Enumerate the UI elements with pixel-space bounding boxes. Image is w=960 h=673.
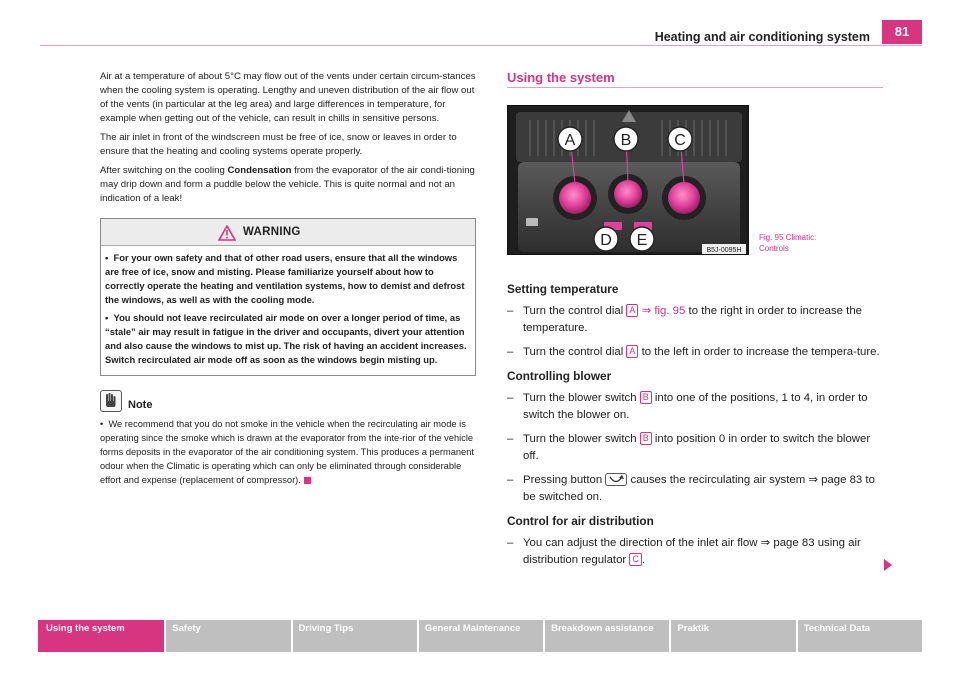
figure-caption-line-2: Controls <box>759 244 789 253</box>
page-header <box>40 20 922 46</box>
step-text: to the left in order to increase the tempera-ture. <box>638 346 880 358</box>
recirculation-icon <box>605 473 627 486</box>
section-title: Using the system <box>507 70 883 88</box>
step-blower-1 <box>507 390 883 424</box>
footer-nav <box>38 620 922 652</box>
note-body <box>100 417 476 487</box>
climatic-panel-illustration <box>508 106 749 255</box>
warning-triangle-icon <box>218 225 236 241</box>
note-hand-icon <box>100 390 122 412</box>
figure-label-e: E <box>636 232 648 249</box>
warning-body <box>101 246 475 375</box>
p3-bold-term: Condensation <box>227 165 292 176</box>
step-temp-1 <box>507 303 883 337</box>
step-text: You can adjust the direction of the inlet air flow ⇒ page 83 using air distribution regulator <box>523 537 861 566</box>
step-text: to the right in order to increase the temperature. <box>523 305 863 334</box>
step-text: Turn the control dial <box>523 305 627 317</box>
dash: – <box>507 305 514 317</box>
dash: – <box>507 537 514 549</box>
paragraph-1: Air at a temperature of about 5°C may flow out of the vents under certain circum-stances when the cooling system is operating. Lengthy and uneven distribution of the air flow out of the vents (in particular at the leg area) and large differences in temperature, for example when getting out of the vehicle, can result in chills in sensitive persons. <box>100 71 476 124</box>
dash: – <box>507 474 514 486</box>
tab-general-maintenance[interactable]: General Maintenance <box>419 620 543 652</box>
figure-label-a: A <box>564 132 576 149</box>
next-page-arrow-icon[interactable] <box>884 559 892 571</box>
note-hand-glyph-icon <box>101 391 120 410</box>
figure-caption-line-1: Fig. 95 Climatic: <box>759 233 817 242</box>
warning-item-1 <box>105 251 471 307</box>
tab-breakdown-assistance[interactable]: Breakdown assistance <box>545 620 669 652</box>
climatic-controls-figure <box>507 105 749 255</box>
figure-label-c: C <box>674 132 686 149</box>
warning-item-1-text: For your own safety and that of other road users, ensure that all the windows are free of ice, snow and misting. Please familiarize yourself about how to correctly operate the heating and ventilation systems, how to demist and defrost the windows, as well as with the cooling mode. <box>105 252 465 305</box>
key-b: B <box>640 432 652 445</box>
key-a: A <box>626 304 638 317</box>
right-column <box>507 70 883 566</box>
step-text: Pressing button <box>523 474 606 486</box>
note-box <box>100 390 476 487</box>
warning-label: WARNING <box>243 226 301 238</box>
warning-box <box>100 218 476 376</box>
end-of-section-marker <box>304 477 311 484</box>
tab-praktik[interactable]: Praktik <box>671 620 795 652</box>
figure-code: B5J-0095H <box>706 247 742 254</box>
key-b: B <box>640 391 652 404</box>
tab-using-the-system[interactable]: Using the system <box>38 620 164 652</box>
heading-air-distribution: Control for air distribution <box>507 514 654 528</box>
paragraph-3 <box>100 164 476 206</box>
step-blower-2 <box>507 431 883 465</box>
key-c: C <box>629 553 642 566</box>
paragraph-2: The air inlet in front of the windscreen must be free of ice, snow or leaves in order to ensure that the heating and cooling systems operate properly. <box>100 132 457 157</box>
step-text: causes the recirculating air system ⇒ page 83 to be switched on. <box>523 474 875 503</box>
step-text: into one of the positions, 1 to 4, in order to switch the blower on. <box>523 392 868 421</box>
dash: – <box>507 392 514 404</box>
dash: – <box>507 433 514 445</box>
knob-c <box>668 182 700 214</box>
note-header <box>100 390 476 414</box>
step-text: Turn the blower switch <box>523 392 640 404</box>
left-column <box>100 70 476 487</box>
figure-label-d: D <box>600 232 612 249</box>
recirculation-arrow-icon <box>606 474 626 485</box>
warning-item-2 <box>105 311 471 367</box>
instructions <box>507 275 883 576</box>
step-air-1 <box>507 535 883 569</box>
figure-caption <box>759 232 816 254</box>
bullet: • <box>100 419 104 429</box>
page-number: 81 <box>882 20 922 44</box>
p3-post: from the evaporator of the air condi-tioning may drip down and form a puddle below the vehicle. This is quite normal and not an indication of a leak! <box>100 165 475 204</box>
note-label: Note <box>128 399 153 411</box>
tab-technical-data[interactable]: Technical Data <box>798 620 922 652</box>
bullet: • <box>105 252 109 263</box>
heading-setting-temperature: Setting temperature <box>507 282 619 296</box>
key-a: A <box>626 345 638 358</box>
warning-item-2-text: You should not leave recirculated air mode on over a longer period of time, as “stale” air may result in fatigue in the driver and occupants, divert your attention and also cause the windows to mist up. The risk of having an accident increases. Switch recirculated air mode off as soon as the windows begin misting up. <box>105 312 467 365</box>
step-text: . <box>641 554 646 566</box>
dash: – <box>507 346 514 358</box>
note-text: We recommend that you do not smoke in the vehicle when the recirculating air mode is operating since the smoke which is drawn at the evaporator from the inte-rior of the vehicle forms deposits in the evaporator of the air conditioning system. This produces a permanent odour when the Climatic is operating which can only be eliminated through considerable effort and expense (replacement of compressor). <box>100 419 474 485</box>
tab-driving-tips[interactable]: Driving Tips <box>293 620 417 652</box>
warning-header <box>101 219 475 246</box>
tab-safety[interactable]: Safety <box>166 620 290 652</box>
chapter-title: Heating and air conditioning system <box>654 30 870 44</box>
p3-pre: After switching on the cooling <box>100 165 228 176</box>
heading-controlling-blower: Controlling blower <box>507 369 612 383</box>
figure-link[interactable]: ⇒ fig. 95 <box>641 305 686 317</box>
step-text: Turn the control dial <box>523 346 627 358</box>
step-temp-2 <box>507 344 883 361</box>
step-text: into position 0 in order to switch the blower off. <box>523 433 871 462</box>
step-text: Turn the blower switch <box>523 433 640 445</box>
step-blower-3 <box>507 472 883 506</box>
knob-b <box>614 180 642 208</box>
bullet: • <box>105 312 109 323</box>
knob-a <box>559 182 591 214</box>
figure-label-b: B <box>620 132 632 149</box>
